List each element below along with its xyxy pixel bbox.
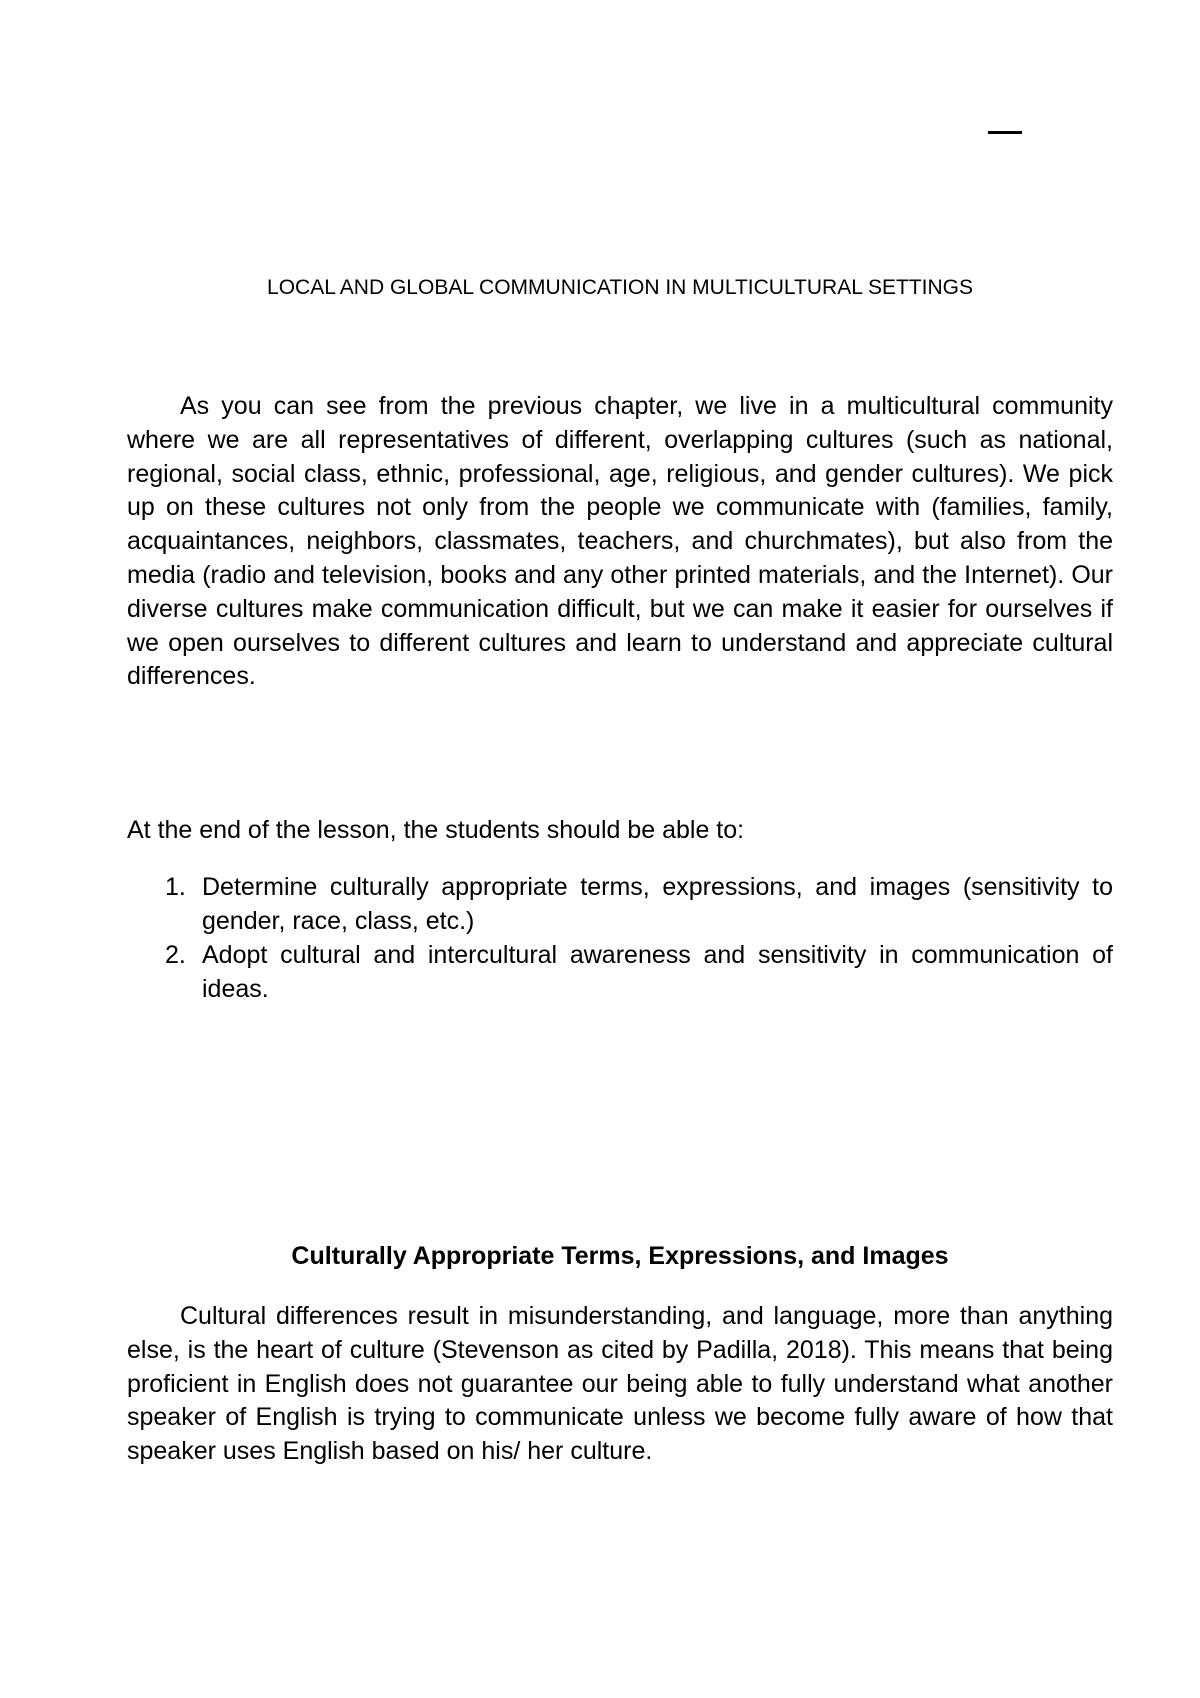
objective-text: Adopt cultural and intercultural awareness and sensitivity in communication of ideas.	[202, 941, 1113, 1003]
objective-number: 1.	[165, 873, 186, 901]
objective-text: Determine culturally appropriate terms, expressions, and images (sensitivity to gender, race, class, etc.)	[202, 873, 1113, 935]
intro-paragraph: As you can see from the previous chapter, we live in a multicultural community where we are all representatives of different, overlapping cultures (such as national, regional, social class, ethnic, professional, age, religious, and gender cultures). We pick up on these cultures not only from the people we communicate with (families, family, acquaintances, neighbors, classmates, teachers, and churchmates), but also from the media (radio and television, books and any other printed materials, and the Internet). Our diverse cultures make communication difficult, but we can make it easier for ourselves if we open ourselves to different cultures and learn to understand and appreciate cultural differences.	[127, 392, 1113, 691]
section-heading: Culturally Appropriate Terms, Expressions, and Images	[291, 1242, 949, 1270]
objectives-lead: At the end of the lesson, the students should be able to:	[127, 816, 745, 844]
chapter-title: LOCAL AND GLOBAL COMMUNICATION IN MULTICULTURAL SETTINGS	[267, 276, 973, 299]
objectives-list	[127, 870, 1113, 1006]
objective-item	[127, 938, 1113, 1006]
objective-item	[127, 870, 1113, 938]
section-body-paragraph: Cultural differences result in misunderstanding, and language, more than anything else, is the heart of culture (Stevenson as cited by Padilla, 2018). This means that being proficient in English does not guarantee our being able to fully understand what another speaker of English is trying to communicate unless we become fully aware of how that speaker uses English based on his/ her culture.	[127, 1302, 1113, 1466]
corner-dash-mark	[988, 131, 1022, 134]
objective-number: 2.	[165, 941, 186, 969]
